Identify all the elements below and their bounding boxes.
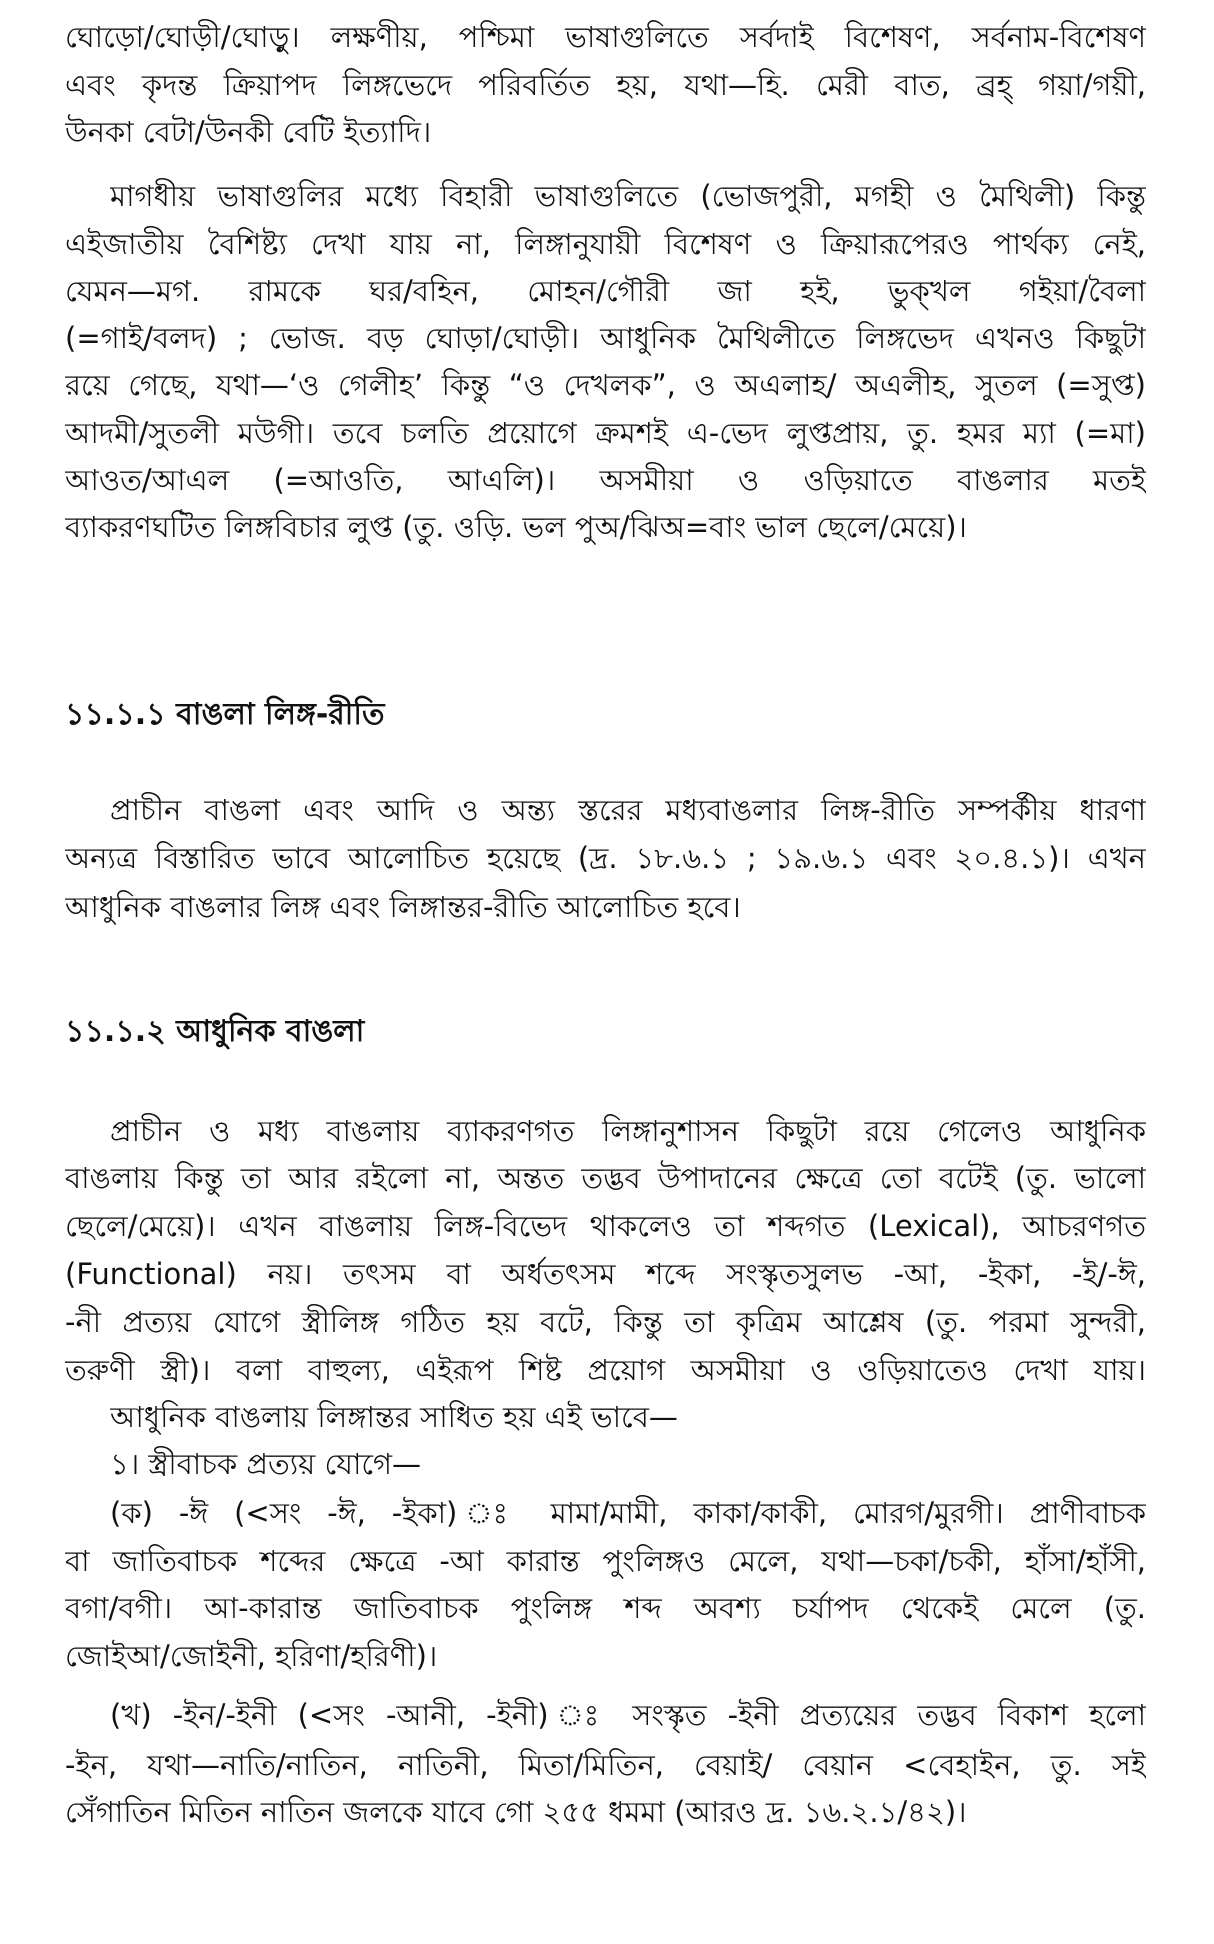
text-line: বা জাতিবাচক শব্দের ক্ষেত্রে -আ কারান্ত পুংলিঙ্গও মেলে, যথা—চকা/চকী, হাঁসা/হাঁসী, xyxy=(65,1544,1146,1578)
list-item: (ক) -ঈ (<সং -ঈ, -ইকা) ঃ মামা/মামী, কাকা/কাকী, মোরগ/মুরগী। প্রাণীবাচক xyxy=(110,1496,1146,1530)
section-heading: ১১.১.১ বাঙলা লিঙ্গ-রীতি xyxy=(65,697,385,732)
text-line: সেঁগাতিন মিতিন নাতিন জলকে যাবে গো ২৫৫ ধমমা (আরও দ্র. ১৬.২.১/৪২)। xyxy=(65,1795,967,1829)
text-line: -ইন, যথা—নাতি/নাতিন, নাতিনী, মিতা/মিতিন, বেয়াই/ বেয়ান <বেহাইন, তু. সই xyxy=(65,1748,1146,1782)
text-line: মাগধীয় ভাষাগুলির মধ্যে বিহারী ভাষাগুলিতে (ভোজপুরী, মগহী ও মৈথিলী) কিন্তু xyxy=(110,179,1146,213)
text-line: অন্যত্র বিস্তারিত ভাবে আলোচিত হয়েছে (দ্র. ১৮.৬.১ ; ১৯.৬.১ এবং ২০.৪.১)। এখন xyxy=(65,841,1146,875)
text-line: ছেলে/মেয়ে)। এখন বাঙলায় লিঙ্গ-বিভেদ থাকলেও তা শব্দগত (Lexical), আচরণগত xyxy=(65,1209,1146,1243)
list-item: ১। স্ত্রীবাচক প্রত্যয় যোগে— xyxy=(110,1447,422,1481)
text-line: (Functional) নয়। তৎসম বা অর্ধতৎসম শব্দে সংস্কৃতসুলভ -আ, -ইকা, -ই/-ঈ, xyxy=(65,1257,1146,1291)
text-line: (=গাই/বলদ) ; ভোজ. বড় ঘোড়া/ঘোড়ী। আধুনিক মৈথিলীতে লিঙ্গভেদ এখনও কিছুটা xyxy=(65,321,1146,355)
text-line: যেমন—মগ. রামকে ঘর/বহিন, মোহন/গৌরী জা হই, ভুক্খল গইয়া/বৈলা xyxy=(65,274,1146,308)
text-line: বগা/বগী। আ-কারান্ত জাতিবাচক পুংলিঙ্গ শব্দ অবশ্য চর্যাপদ থেকেই মেলে (তু. xyxy=(65,1591,1146,1625)
text-line: তরুণী স্ত্রী)। বলা বাহুল্য, এইরূপ শিষ্ট প্রয়োগ অসমীয়া ও ওড়িয়াতেও দেখা যায়। xyxy=(65,1353,1146,1387)
text-line: আধুনিক বাঙলার লিঙ্গ এবং লিঙ্গান্তর-রীতি আলোচিত হবে। xyxy=(65,890,741,924)
text-line: উনকা বেটা/উনকী বেটি ইত্যাদি। xyxy=(65,115,432,149)
text-line: প্রাচীন ও মধ্য বাঙলায় ব্যাকরণগত লিঙ্গানুশাসন কিছুটা রয়ে গেলেও আধুনিক xyxy=(110,1114,1146,1148)
list-item: (খ) -ইন/-ইনী (<সং -আনী, -ইনী) ঃ সংস্কৃত -ইনী প্রত্যয়ের তদ্ভব বিকাশ হলো xyxy=(110,1698,1146,1732)
text-line: প্রাচীন বাঙলা এবং আদি ও অন্ত্য স্তরের মধ্যবাঙলার লিঙ্গ-রীতি সম্পর্কীয় ধারণা xyxy=(110,793,1146,827)
text-line: এবং কৃদন্ত ক্রিয়াপদ লিঙ্গভেদে পরিবর্তিত হয়, যথা—হি. মেরী বাত, ব্রহ্ গয়া/গয়ী, xyxy=(65,68,1146,102)
section-heading: ১১.১.২ আধুনিক বাঙলা xyxy=(65,1014,365,1049)
text-line: আধুনিক বাঙলায় লিঙ্গান্তর সাধিত হয় এই ভাবে— xyxy=(110,1400,678,1434)
text-line: বাঙলায় কিন্তু তা আর রইলো না, অন্তত তদ্ভব উপাদানের ক্ষেত্রে তো বটেই (তু. ভালো xyxy=(65,1161,1146,1195)
text-line: আদমী/সুতলী মউগী। তবে চলতি প্রয়োগে ক্রমশই এ-ভেদ লুপ্তপ্রায়, তু. হমর ম্যা (=মা) xyxy=(65,416,1146,450)
text-line: রয়ে গেছে, যথা—‘ও গেলীহ’ কিন্তু “ও দেখলক”, ও অএলাহ/ অএলীহ, সুতল (=সুপ্ত) xyxy=(65,368,1146,402)
text-line: আওত/আএল (=আওতি, আএলি)। অসমীয়া ও ওড়িয়াতে বাঙলার মতই xyxy=(65,463,1146,497)
text-line: -নী প্রত্যয় যোগে স্ত্রীলিঙ্গ গঠিত হয় বটে, কিন্তু তা কৃত্রিম আশ্লেষ (তু. পরমা সুন্দরী, xyxy=(65,1305,1146,1339)
text-line: এইজাতীয় বৈশিষ্ট্য দেখা যায় না, লিঙ্গানুযায়ী বিশেষণ ও ক্রিয়ারূপেরও পার্থক্য নেই, xyxy=(65,227,1146,261)
text-line: ঘোড়ো/ঘোড়ী/ঘোড়ু। লক্ষণীয়, পশ্চিমা ভাষাগুলিতে সর্বদাই বিশেষণ, সর্বনাম-বিশেষণ xyxy=(65,20,1146,54)
text-line: ব্যাকরণঘটিত লিঙ্গবিচার লুপ্ত (তু. ওড়ি. ভল পুঅ/ঝিঅ=বাং ভাল ছেলে/মেয়ে)। xyxy=(65,510,967,544)
text-line: জোইআ/জোইনী, হরিণা/হরিণী)। xyxy=(65,1639,438,1673)
